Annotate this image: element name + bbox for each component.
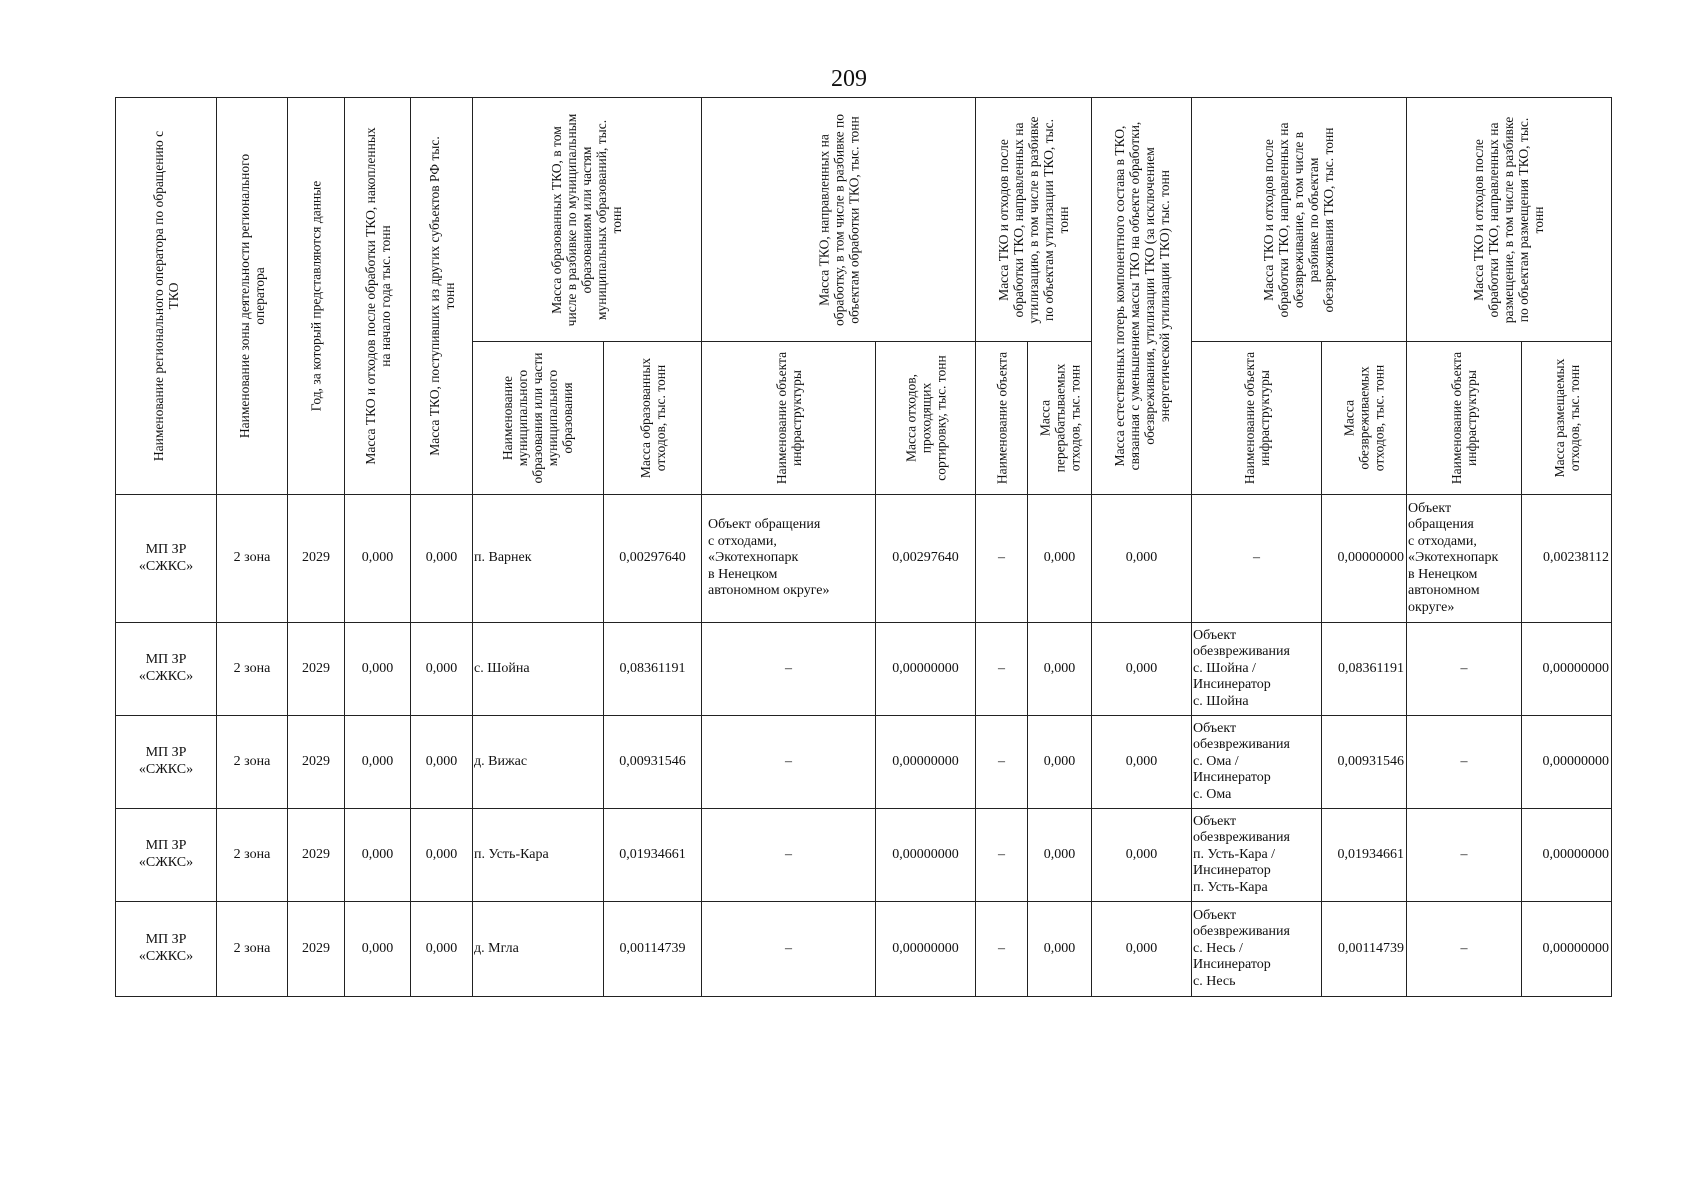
cell-line: Объект обращения (708, 517, 821, 533)
cell-line: обезвреживания (1193, 737, 1290, 753)
cell-processing-mass: 0,00000000 (876, 809, 976, 902)
cell-line: «СЖКС» (138, 855, 194, 870)
header-placement-mass-text: Масса размещаемых отходов, тыс. тонн (1551, 358, 1582, 478)
cell-processing-name (702, 809, 876, 902)
cell-line: МП ЗР (145, 932, 187, 948)
cell-line: – (1253, 550, 1260, 566)
cell-utilization-name: – (976, 495, 1028, 623)
cell-neutralization-mass: 0,01934661 (1322, 809, 1407, 902)
header-year-text: Год, за который представляются данные (308, 180, 324, 412)
cell-formed-mass: 0,00931546 (604, 716, 702, 809)
cell-line: «Экотехнопарк (1408, 550, 1499, 566)
cell-utilization-name: – (976, 902, 1028, 997)
cell-operator (116, 495, 217, 623)
cell-processing-name (702, 716, 876, 809)
cell-line: «Экотехнопарк (708, 550, 799, 566)
cell-operator (116, 902, 217, 997)
cell-formed-mass: 0,00114739 (604, 902, 702, 997)
cell-placement-name (1407, 902, 1522, 997)
cell-line: обезвреживания (1193, 924, 1290, 940)
header-processing-group (702, 98, 976, 342)
table-row (116, 716, 1612, 809)
cell-placement-mass: 0,00238112 (1522, 495, 1612, 623)
cell-operator (116, 809, 217, 902)
cell-line: Объект (1193, 907, 1237, 923)
cell-zone: 2 зона (217, 623, 288, 716)
cell-utilization-name: – (976, 623, 1028, 716)
cell-line: с. Ома (1193, 786, 1232, 802)
cell-formed-name: п. Варнек (473, 495, 604, 623)
header-natural-loss-text: Масса естественных потерь компонентного состава в ТКО, связанная с уменьшением массы ТКО на объекте обработки, обезвреживания, утилизации ТКО (за исключением энергетической утилизации ТКО) тыс. тонн (1111, 121, 1172, 471)
cell-processing-mass: 0,00000000 (876, 902, 976, 997)
header-operator (116, 98, 217, 495)
page-number: 209 (831, 66, 867, 92)
cell-operator (116, 716, 217, 809)
cell-line: Объект (1193, 813, 1237, 829)
cell-year: 2029 (288, 495, 345, 623)
header-placement-group (1407, 98, 1612, 342)
cell-line: с. Шойна / (1193, 660, 1256, 676)
cell-zone: 2 зона (217, 716, 288, 809)
cell-placement-mass: 0,00000000 (1522, 902, 1612, 997)
header-placement-mass (1522, 342, 1612, 495)
cell-line: – (1460, 846, 1468, 862)
header-operator-text: Наименование регионального оператора по обращению с ТКО (150, 130, 181, 462)
header-zone-text: Наименование зоны деятельности регионального оператора (236, 153, 267, 439)
cell-line: автономном округе» (708, 583, 830, 599)
cell-line: в Ненецком (1408, 566, 1478, 582)
cell-utilization-mass: 0,000 (1028, 716, 1092, 809)
cell-line: Объект (1193, 627, 1237, 643)
header-processing-mass-text: Масса отходов, проходящих сортировку, тыс. тонн (902, 355, 949, 481)
cell-formed-mass: 0,01934661 (604, 809, 702, 902)
cell-line: МП ЗР (145, 652, 187, 668)
cell-line: МП ЗР (145, 541, 187, 557)
cell-neutralization-mass: 0,00114739 (1322, 902, 1407, 997)
header-utilization-name-text: Наименование объекта (993, 351, 1009, 485)
cell-line: с. Несь (1193, 973, 1236, 989)
cell-line: Объект (1408, 500, 1452, 516)
cell-line: «СЖКС» (138, 762, 194, 777)
cell-neutralization-name (1192, 716, 1322, 809)
cell-processing-mass: 0,00000000 (876, 716, 976, 809)
cell-line: МП ЗР (145, 745, 187, 761)
cell-mass-received: 0,000 (411, 716, 473, 809)
cell-formed-name: д. Мгла (473, 902, 604, 997)
cell-formed-name: д. Вижас (473, 716, 604, 809)
table-body (116, 495, 1612, 997)
cell-natural-loss: 0,000 (1092, 902, 1192, 997)
cell-neutralization-mass: 0,00931546 (1322, 716, 1407, 809)
cell-natural-loss: 0,000 (1092, 809, 1192, 902)
cell-formed-name: с. Шойна (473, 623, 604, 716)
header-neutralization-group-text: Масса ТКО и отходов после обработки ТКО, направленных на обезвреживание, в том числе в разбивке по объектам обезвреживания ТКО, тыс. тонн (1261, 121, 1337, 318)
cell-line: п. Усть-Кара (1193, 879, 1268, 895)
cell-line: с отходами, (1408, 533, 1477, 549)
cell-placement-mass: 0,00000000 (1522, 716, 1612, 809)
cell-line: в Ненецком (708, 566, 778, 582)
header-processing-name (702, 342, 876, 495)
cell-neutralization-name (1192, 623, 1322, 716)
header-placement-name-text: Наименование объекта инфраструктуры (1448, 351, 1479, 485)
cell-mass-start: 0,000 (345, 495, 411, 623)
cell-mass-received: 0,000 (411, 902, 473, 997)
cell-line: Инсинератор (1193, 770, 1271, 786)
cell-year: 2029 (288, 902, 345, 997)
cell-line: с. Несь / (1193, 940, 1243, 956)
cell-line: «СЖКС» (138, 669, 194, 684)
cell-year: 2029 (288, 809, 345, 902)
cell-zone: 2 зона (217, 495, 288, 623)
cell-mass-received: 0,000 (411, 809, 473, 902)
cell-line: «СЖКС» (138, 558, 194, 574)
cell-placement-name (1407, 809, 1522, 902)
header-formed-mass-text: Масса образованных отходов, тыс. тонн (637, 357, 668, 479)
header-neutralization-mass (1322, 342, 1407, 495)
cell-line: п. Усть-Кара / (1193, 846, 1276, 862)
cell-line: с отходами, (708, 533, 777, 549)
cell-formed-mass: 0,00297640 (604, 495, 702, 623)
header-year (288, 98, 345, 495)
header-placement-group-text: Масса ТКО и отходов после обработки ТКО, направленных на размещение, в том числе в разбивке по объектам размещения ТКО, тыс. тонн (1471, 116, 1547, 323)
cell-neutralization-name (1192, 902, 1322, 997)
cell-line: МП ЗР (145, 838, 187, 854)
cell-natural-loss: 0,000 (1092, 495, 1192, 623)
header-processing-name-text: Наименование объекта инфраструктуры (773, 351, 804, 485)
header-mass-start (345, 98, 411, 495)
cell-line: – (1460, 940, 1468, 956)
cell-utilization-mass: 0,000 (1028, 623, 1092, 716)
cell-natural-loss: 0,000 (1092, 716, 1192, 809)
cell-mass-received: 0,000 (411, 623, 473, 716)
header-processing-mass (876, 342, 976, 495)
cell-line: – (1460, 660, 1468, 676)
cell-natural-loss: 0,000 (1092, 623, 1192, 716)
cell-line: – (785, 940, 792, 956)
cell-line: обращения (1408, 517, 1474, 533)
cell-processing-name (702, 495, 876, 623)
cell-neutralization-mass: 0,00000000 (1322, 495, 1407, 623)
cell-mass-start: 0,000 (345, 716, 411, 809)
cell-neutralization-mass: 0,08361191 (1322, 623, 1407, 716)
header-mass-received (411, 98, 473, 495)
header-utilization-group (976, 98, 1092, 342)
cell-zone: 2 зона (217, 902, 288, 997)
cell-utilization-mass: 0,000 (1028, 495, 1092, 623)
cell-neutralization-name (1192, 495, 1322, 623)
header-formed-name (473, 342, 604, 495)
cell-processing-mass: 0,00000000 (876, 623, 976, 716)
header-utilization-mass (1028, 342, 1092, 495)
cell-formed-name: п. Усть-Кара (473, 809, 604, 902)
cell-placement-mass: 0,00000000 (1522, 623, 1612, 716)
cell-placement-name (1407, 716, 1522, 809)
cell-line: с. Шойна (1193, 693, 1249, 709)
cell-mass-start: 0,000 (345, 623, 411, 716)
header-utilization-group-text: Масса ТКО и отходов после обработки ТКО, направленных на утилизацию, в том числе в разбивке по объектам утилизации ТКО, тыс. тонн (995, 116, 1072, 323)
cell-year: 2029 (288, 623, 345, 716)
header-formed-name-text: Наименование муниципального образования или части муниципального образования (500, 352, 576, 484)
header-utilization-mass-text: Масса перерабатываемых отходов, тыс. тонн (1036, 363, 1083, 473)
header-neutralization-name (1192, 342, 1322, 495)
waste-data-table (115, 97, 1612, 997)
table-row (116, 623, 1612, 716)
cell-line: автономном (1408, 583, 1480, 599)
cell-operator (116, 623, 217, 716)
header-neutralization-group (1192, 98, 1407, 342)
cell-processing-mass: 0,00297640 (876, 495, 976, 623)
cell-line: с. Ома / (1193, 753, 1239, 769)
cell-year: 2029 (288, 716, 345, 809)
cell-mass-start: 0,000 (345, 902, 411, 997)
table-row (116, 809, 1612, 902)
cell-placement-name (1407, 495, 1522, 623)
cell-utilization-mass: 0,000 (1028, 809, 1092, 902)
header-formed-group (473, 98, 702, 342)
header-formed-group-text: Масса образованных ТКО, в том числе в разбивке по муниципальным образованиям или частям муниципальных образований, тыс. тонн (549, 113, 625, 326)
cell-mass-received: 0,000 (411, 495, 473, 623)
cell-line: – (1460, 753, 1468, 769)
cell-utilization-name: – (976, 716, 1028, 809)
cell-placement-name (1407, 623, 1522, 716)
cell-line: обезвреживания (1193, 644, 1290, 660)
cell-line: округе» (1408, 599, 1455, 615)
header-mass-start-text: Масса ТКО и отходов после обработки ТКО, накопленных на начало года тыс. тонн (362, 127, 393, 465)
header-placement-name (1407, 342, 1522, 495)
header-mass-received-text: Масса ТКО, поступивших из других субъектов РФ тыс. тонн (426, 136, 457, 456)
cell-mass-start: 0,000 (345, 809, 411, 902)
cell-utilization-name: – (976, 809, 1028, 902)
header-zone (217, 98, 288, 495)
header-formed-mass (604, 342, 702, 495)
header-processing-group-text: Масса ТКО, направленных на обработку, в том числе в разбивке по объектам обработки ТКО, тыс. тонн (815, 113, 862, 326)
header-natural-loss (1092, 98, 1192, 495)
cell-line: – (785, 660, 792, 676)
header-utilization-name (976, 342, 1028, 495)
cell-line: Инсинератор (1193, 957, 1271, 973)
cell-processing-name (702, 623, 876, 716)
table-row (116, 902, 1612, 997)
cell-line: «СЖКС» (138, 949, 194, 964)
cell-processing-name (702, 902, 876, 997)
cell-placement-mass: 0,00000000 (1522, 809, 1612, 902)
cell-line: Инсинератор (1193, 863, 1271, 879)
cell-utilization-mass: 0,000 (1028, 902, 1092, 997)
header-neutralization-mass-text: Масса обезвреживаемых отходов, тыс. тонн (1341, 364, 1387, 472)
cell-neutralization-name (1192, 809, 1322, 902)
header-neutralization-name-text: Наименование объекта инфраструктуры (1241, 351, 1272, 485)
cell-line: Объект (1193, 720, 1237, 736)
cell-line: обезвреживания (1193, 830, 1290, 846)
header-row-top (116, 98, 1612, 342)
cell-line: – (785, 753, 792, 769)
cell-line: – (785, 846, 792, 862)
cell-zone: 2 зона (217, 809, 288, 902)
cell-line: Инсинератор (1193, 677, 1271, 693)
table-row (116, 495, 1612, 623)
cell-formed-mass: 0,08361191 (604, 623, 702, 716)
